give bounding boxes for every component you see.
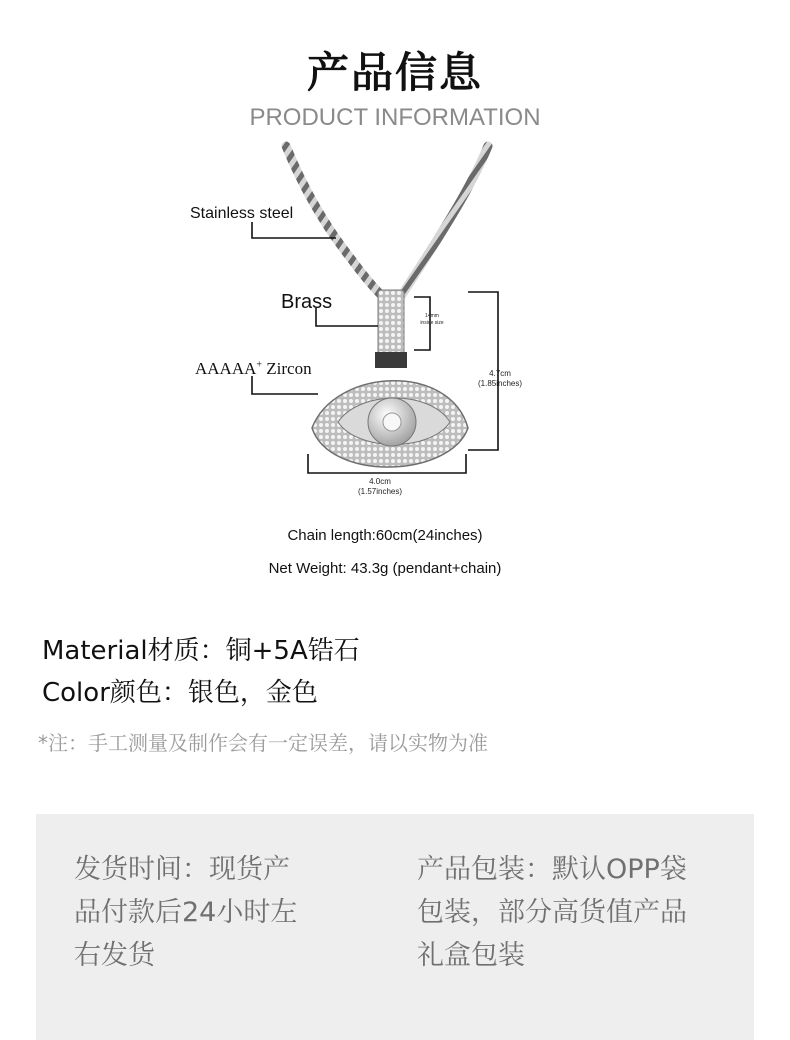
dim-width-in: (1.57inches)	[357, 487, 403, 496]
material-info: Material材质：铜+5A锆石	[42, 636, 360, 666]
dim-height-cm: 4.7cm	[489, 369, 511, 378]
label-zircon-name: Zircon	[262, 359, 312, 378]
page-subtitle: PRODUCT INFORMATION	[249, 104, 541, 131]
dim-height-in: (1.85inches)	[477, 379, 523, 388]
dim-bail-caption: inside size	[420, 320, 444, 326]
label-zircon-plus: +	[256, 359, 263, 371]
label-zircon-grade: AAAAA	[195, 359, 257, 378]
shipping-time-text: 发货时间：现货产品付款后24小时左右发货	[74, 854, 298, 971]
page-title: 产品信息	[306, 48, 483, 97]
chain-right	[400, 146, 488, 298]
color-info: Color颜色：银色，金色	[42, 678, 318, 708]
label-brass: Brass	[281, 291, 333, 313]
product-figure	[0, 140, 790, 600]
measurement-note: *注：手工测量及制作会有一定误差，请以实物为准	[38, 731, 488, 755]
dim-width-cm: 4.0cm	[369, 477, 391, 486]
packaging-text: 产品包装：默认OPP袋包装，部分高货值产品礼盒包装	[417, 854, 687, 971]
bail	[378, 290, 404, 356]
spec-net-weight: Net Weight: 43.3g (pendant+chain)	[268, 560, 502, 577]
chain-left	[286, 146, 384, 298]
dim-height	[470, 369, 530, 389]
dim-bail-inside	[410, 313, 454, 327]
spec-chain-length: Chain length:60cm(24inches)	[287, 527, 483, 544]
shipping-packaging-panel	[36, 814, 754, 1040]
label-zircon	[195, 359, 312, 379]
dim-width	[350, 477, 410, 497]
label-stainless-steel: Stainless steel	[190, 205, 294, 222]
dim-bail-mm: 14mm	[425, 313, 439, 319]
